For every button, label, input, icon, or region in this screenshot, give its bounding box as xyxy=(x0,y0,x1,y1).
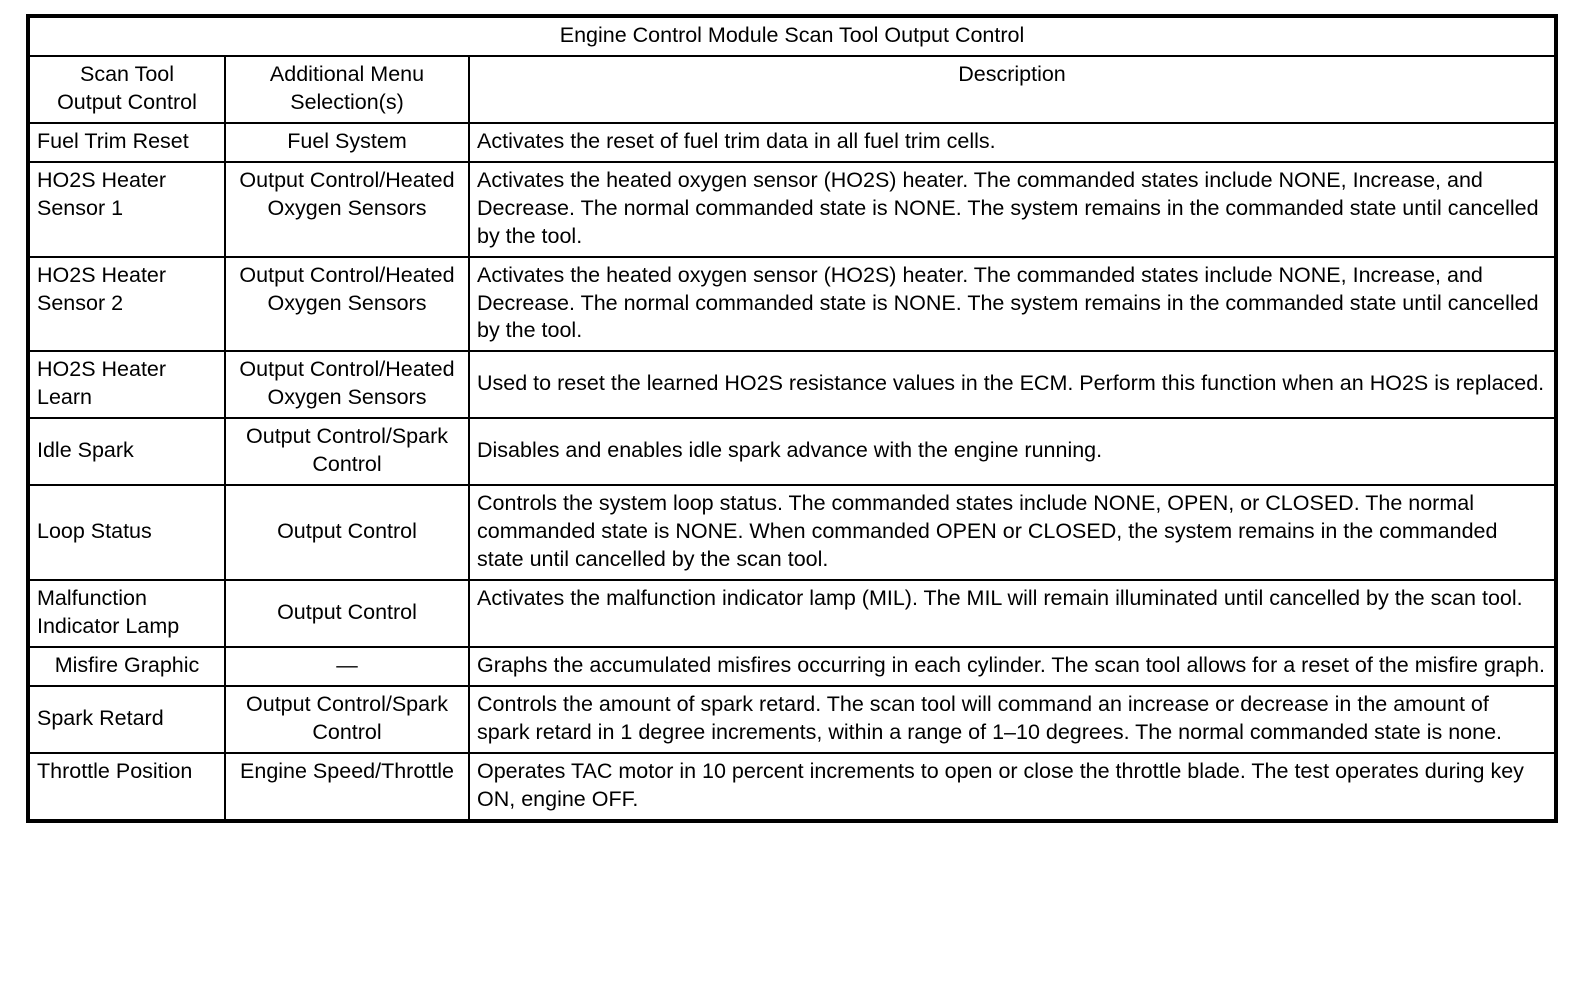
cell-control: Loop Status xyxy=(28,485,225,580)
cell-menu: Fuel System xyxy=(225,123,469,162)
cell-menu: Output Control xyxy=(225,580,469,647)
table-row xyxy=(28,351,1556,418)
cell-description: Activates the malfunction indicator lamp (MIL). The MIL will remain illuminated until cancelled by the scan tool. xyxy=(469,580,1556,647)
cell-description: Controls the amount of spark retard. The scan tool will command an increase or decrease in the amount of spark retard in 1 degree increments, within a range of 1–10 degrees. The normal commanded state is none. xyxy=(469,686,1556,753)
cell-description: Disables and enables idle spark advance with the engine running. xyxy=(469,418,1556,485)
table-row xyxy=(28,123,1556,162)
cell-description: Activates the heated oxygen sensor (HO2S) heater. The commanded states include NONE, Increase, and Decrease. The normal commanded state is NONE. The system remains in the commanded state until cancelled by the tool. xyxy=(469,162,1556,257)
header-additional-menu-selections xyxy=(225,56,469,123)
cell-menu: Output Control xyxy=(225,485,469,580)
cell-control: Idle Spark xyxy=(28,418,225,485)
cell-menu: Output Control/Heated Oxygen Sensors xyxy=(225,257,469,352)
scan-tool-output-control-table xyxy=(26,14,1558,823)
cell-control: HO2S Heater Sensor 1 xyxy=(28,162,225,257)
table-row xyxy=(28,418,1556,485)
cell-control: Misfire Graphic xyxy=(28,647,225,686)
cell-control: Malfunction Indicator Lamp xyxy=(28,580,225,647)
header-col1-line2: Output Control xyxy=(57,89,197,114)
cell-control: HO2S Heater Sensor 2 xyxy=(28,257,225,352)
cell-control: Throttle Position xyxy=(28,753,225,821)
cell-control: Spark Retard xyxy=(28,686,225,753)
header-col1-line1: Scan Tool xyxy=(79,61,175,86)
cell-description: Activates the reset of fuel trim data in all fuel trim cells. xyxy=(469,123,1556,162)
header-scan-tool-output-control xyxy=(28,56,225,123)
header-col2-line2: Selection(s) xyxy=(290,89,404,114)
cell-control: Fuel Trim Reset xyxy=(28,123,225,162)
table-row xyxy=(28,753,1556,821)
table-row xyxy=(28,485,1556,580)
cell-description: Controls the system loop status. The commanded states include NONE, OPEN, or CLOSED. The normal commanded state is NONE. When commanded OPEN or CLOSED, the system remains in the commanded state until cancelled by the scan tool. xyxy=(469,485,1556,580)
table-row xyxy=(28,162,1556,257)
cell-description: Operates TAC motor in 10 percent increments to open or close the throttle blade. The test operates during key ON, engine OFF. xyxy=(469,753,1556,821)
cell-menu: Output Control/Heated Oxygen Sensors xyxy=(225,162,469,257)
table-row xyxy=(28,686,1556,753)
cell-menu: Engine Speed/Throttle xyxy=(225,753,469,821)
table-row xyxy=(28,580,1556,647)
cell-menu: Output Control/Heated Oxygen Sensors xyxy=(225,351,469,418)
cell-menu: Output Control/Spark Control xyxy=(225,686,469,753)
cell-description: Activates the heated oxygen sensor (HO2S) heater. The commanded states include NONE, Increase, and Decrease. The normal commanded state is NONE. The system remains in the commanded state until cancelled by the tool. xyxy=(469,257,1556,352)
header-col2-line1: Additional Menu xyxy=(269,61,425,86)
cell-description: Graphs the accumulated misfires occurring in each cylinder. The scan tool allows for a reset of the misfire graph. xyxy=(469,647,1556,686)
cell-control: HO2S Heater Learn xyxy=(28,351,225,418)
table-row xyxy=(28,647,1556,686)
cell-menu: — xyxy=(225,647,469,686)
cell-menu: Output Control/Spark Control xyxy=(225,418,469,485)
table-title-row xyxy=(28,16,1556,56)
table-row xyxy=(28,257,1556,352)
cell-description: Used to reset the learned HO2S resistance values in the ECM. Perform this function when an HO2S is replaced. xyxy=(469,351,1556,418)
table-title: Engine Control Module Scan Tool Output Control xyxy=(28,16,1556,56)
table-header-row xyxy=(28,56,1556,123)
header-description: Description xyxy=(469,56,1556,123)
